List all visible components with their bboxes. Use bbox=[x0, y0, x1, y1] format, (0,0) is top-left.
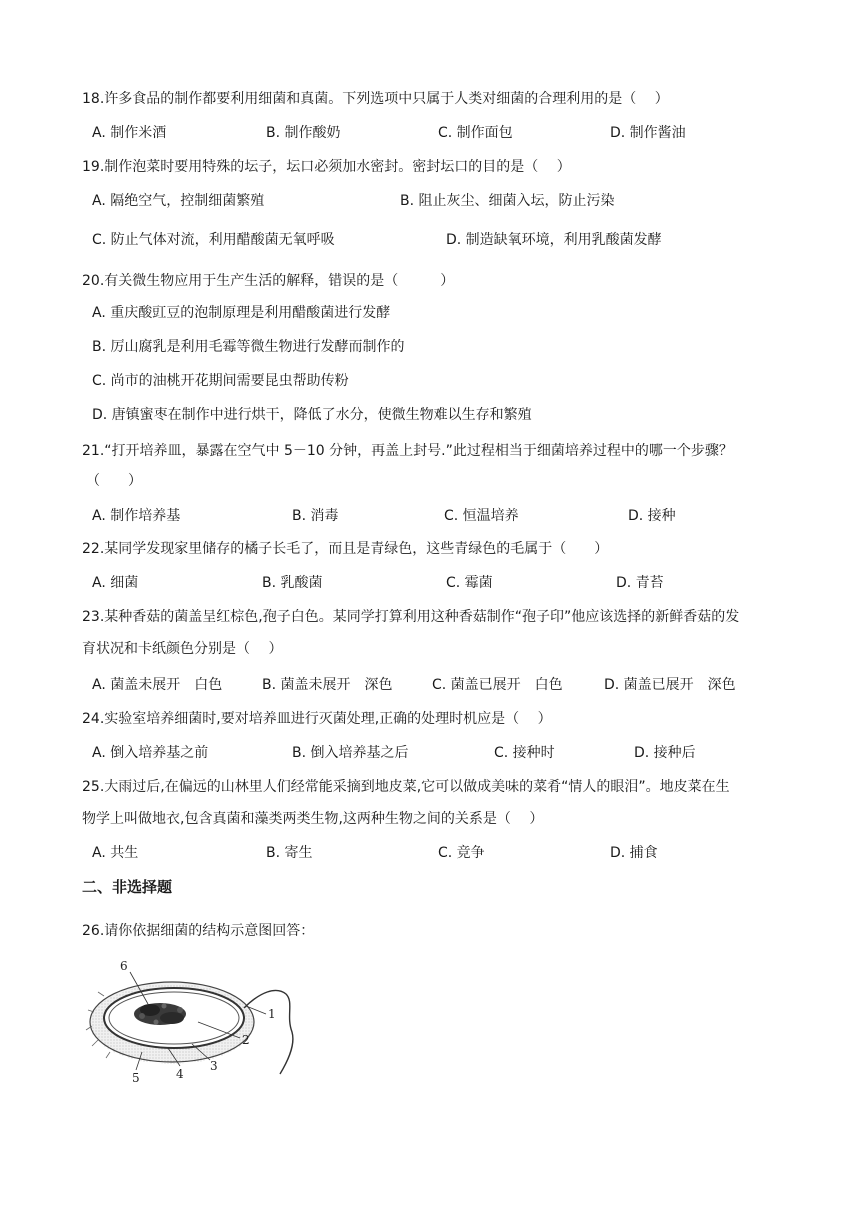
q23-option-a[interactable]: A. 菌盖未展开 白色 bbox=[92, 677, 223, 693]
q18-option-b[interactable]: B. 制作酸奶 bbox=[266, 125, 341, 141]
question-23-options bbox=[92, 674, 792, 696]
q25-option-c[interactable]: C. 竞争 bbox=[438, 845, 485, 861]
question-21-options bbox=[92, 505, 792, 527]
question-25-stem: 25.大雨过后,在偏远的山林里人们经常能采摘到地皮菜,它可以做成美味的菜肴“情人的眼泪”。地皮菜在生 bbox=[82, 779, 730, 795]
q20-option-c[interactable]: C. 尚市的油桃开花期间需要昆虫帮助传粉 bbox=[92, 373, 349, 389]
q21-option-b[interactable]: B. 消毒 bbox=[292, 508, 339, 524]
question-19-options-row1 bbox=[92, 190, 792, 212]
figure-label-1: 1 bbox=[268, 1007, 276, 1021]
q24-option-c[interactable]: C. 接种时 bbox=[494, 745, 555, 761]
q20-option-a[interactable]: A. 重庆酸豇豆的泡制原理是利用醋酸菌进行发酵 bbox=[92, 305, 391, 321]
q18-option-d[interactable]: D. 制作酱油 bbox=[610, 125, 686, 141]
q23-option-c[interactable]: C. 菌盖已展开 白色 bbox=[432, 677, 563, 693]
question-19-options-row2 bbox=[92, 229, 792, 251]
q18-option-c[interactable]: C. 制作面包 bbox=[438, 125, 513, 141]
q19-option-a[interactable]: A. 隔绝空气，控制细菌繁殖 bbox=[92, 193, 265, 209]
question-21-stem: 21.“打开培养皿，暴露在空气中 5－10 分钟，再盖上封号.”此过程相当于细菌培养过程中的哪一个步骤？ bbox=[82, 443, 733, 459]
figure-label-4: 4 bbox=[176, 1067, 184, 1081]
bacterium-structure-diagram bbox=[80, 952, 300, 1092]
question-26-stem: 26.请你依据细菌的结构示意图回答： bbox=[82, 923, 315, 939]
q19-option-c[interactable]: C. 防止气体对流，利用醋酸菌无氧呼吸 bbox=[92, 232, 335, 248]
question-22-stem: 22.某同学发现家里储存的橘子长毛了，而且是青绿色，这些青绿色的毛属于（ ） bbox=[82, 541, 609, 557]
q22-option-c[interactable]: C. 霉菌 bbox=[446, 575, 493, 591]
q25-option-b[interactable]: B. 寄生 bbox=[266, 845, 313, 861]
q20-option-d[interactable]: D. 唐镇蜜枣在制作中进行烘干，降低了水分，使微生物难以生存和繁殖 bbox=[92, 407, 532, 423]
q19-option-d[interactable]: D. 制造缺氧环境，利用乳酸菌发酵 bbox=[446, 232, 662, 248]
question-24-options bbox=[92, 742, 792, 764]
section-2-title: 二、非选择题 bbox=[82, 878, 173, 896]
question-25-options bbox=[92, 842, 792, 864]
q22-option-a[interactable]: A. 细菌 bbox=[92, 575, 139, 591]
question-18-stem: 18.许多食品的制作都要利用细菌和真菌。下列选项中只属于人类对细菌的合理利用的是（ ） bbox=[82, 91, 669, 107]
q22-option-d[interactable]: D. 青苔 bbox=[616, 575, 664, 591]
figure-label-5: 5 bbox=[132, 1071, 140, 1085]
q18-option-a[interactable]: A. 制作米酒 bbox=[92, 125, 167, 141]
question-23-stem-continued: 育状况和卡纸颜色分别是（ ） bbox=[82, 641, 283, 657]
q24-option-d[interactable]: D. 接种后 bbox=[634, 745, 696, 761]
question-24-stem: 24.实验室培养细菌时,要对培养皿进行灭菌处理,正确的处理时机应是（ ） bbox=[82, 711, 552, 727]
question-23-stem: 23.某种香菇的菌盖呈红棕色,孢子白色。某同学打算利用这种香菇制作“孢子印”他应该选择的新鲜香菇的发 bbox=[82, 609, 740, 625]
figure-label-3: 3 bbox=[210, 1059, 218, 1073]
q21-option-c[interactable]: C. 恒温培养 bbox=[444, 508, 519, 524]
q20-option-b[interactable]: B. 厉山腐乳是利用毛霉等微生物进行发酵而制作的 bbox=[92, 339, 405, 355]
question-22-options bbox=[92, 572, 792, 594]
q22-option-b[interactable]: B. 乳酸菌 bbox=[262, 575, 323, 591]
figure-label-6: 6 bbox=[120, 959, 128, 973]
q24-option-a[interactable]: A. 倒入培养基之前 bbox=[92, 745, 209, 761]
q23-option-d[interactable]: D. 菌盖已展开 深色 bbox=[604, 677, 736, 693]
question-21-stem-continued: （ ） bbox=[86, 473, 142, 489]
question-18-options bbox=[92, 122, 792, 144]
q24-option-b[interactable]: B. 倒入培养基之后 bbox=[292, 745, 409, 761]
q25-option-d[interactable]: D. 捕食 bbox=[610, 845, 658, 861]
q21-option-a[interactable]: A. 制作培养基 bbox=[92, 508, 181, 524]
q21-option-d[interactable]: D. 接种 bbox=[628, 508, 676, 524]
question-25-stem-continued: 物学上叫做地衣,包含真菌和藻类两类生物,这两种生物之间的关系是（ ） bbox=[82, 811, 544, 827]
question-19-stem: 19.制作泡菜时要用特殊的坛子，坛口必须加水密封。密封坛口的目的是（ ） bbox=[82, 159, 571, 175]
question-20-stem: 20.有关微生物应用于生产生活的解释，错误的是（ ） bbox=[82, 273, 455, 289]
q19-option-b[interactable]: B. 阻止灰尘、细菌入坛，防止污染 bbox=[400, 193, 615, 209]
dna-region bbox=[134, 1003, 186, 1025]
figure-label-2: 2 bbox=[242, 1033, 250, 1047]
q25-option-a[interactable]: A. 共生 bbox=[92, 845, 139, 861]
q23-option-b[interactable]: B. 菌盖未展开 深色 bbox=[262, 677, 393, 693]
